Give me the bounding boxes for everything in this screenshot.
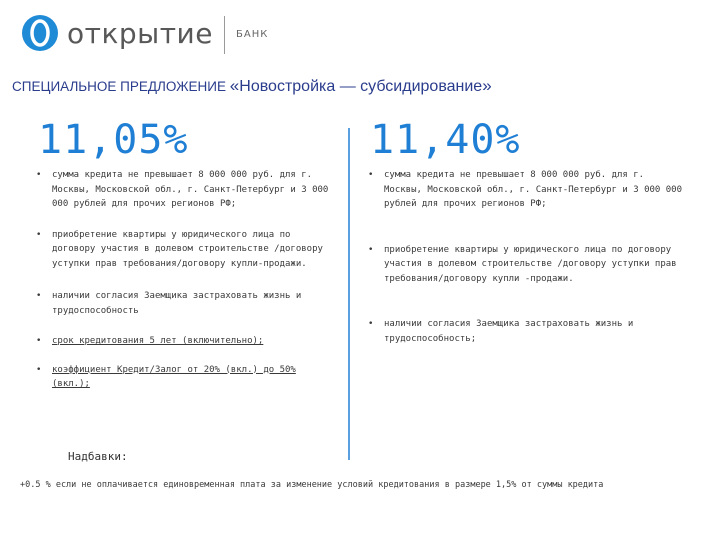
- surcharges-label: Надбавки:: [68, 450, 128, 463]
- list-item: • сумма кредита не превышает 8 000 000 руб. для г. Москвы, Московской обл., г. Санкт-Петербург и 3 000 000 рублей для прочих регионов РФ;: [34, 168, 330, 212]
- list-item: • приобретение квартиры у юридического лица по договору участия в долевом строительстве /договору уступки прав требования/договору купли-продажи.: [34, 228, 330, 272]
- rate-left: 11,05%: [38, 117, 189, 163]
- heading-title: Новостройка — субсидирование: [239, 78, 483, 95]
- list-item: • сумма кредита не превышает 8 000 000 руб. для г. Москвы, Московской обл., г. Санкт-Петербург и 3 000 000 рублей для прочих регионов РФ;: [366, 168, 686, 212]
- list-item: • наличии согласия Заемщика застраховать жизнь и трудоспособность: [34, 289, 330, 318]
- right-conditions: [366, 168, 686, 346]
- heading-quote-open: «: [229, 76, 240, 95]
- surcharge-footnote: +0.5 % если не оплачивается единовременная плата за изменение условий кредитования в размере 1,5% от суммы кредита: [20, 480, 604, 490]
- list-item: • коэффициент Кредит/Залог от 20% (вкл.) до 50% (вкл.);: [34, 363, 330, 392]
- opening-logo-icon: [22, 15, 58, 51]
- heading-quote-close: »: [482, 76, 492, 95]
- rate-right: 11,40%: [370, 117, 521, 163]
- column-divider: [348, 128, 350, 460]
- left-conditions: [34, 168, 330, 392]
- list-item: • приобретение квартиры у юридического лица по договору участия в долевом строительстве /договору уступки прав требования/договору купли -продажи.: [366, 243, 686, 287]
- heading-prefix: СПЕЦИАЛЬНОЕ ПРЕДЛОЖЕНИЕ: [12, 79, 227, 94]
- bank-logo: [22, 15, 213, 51]
- brand-name: открытие: [67, 16, 213, 50]
- brand-sub: БАНК: [236, 29, 269, 40]
- page-heading: [12, 76, 492, 96]
- list-item: • срок кредитования 5 лет (включительно);: [34, 334, 330, 349]
- logo-divider: [224, 16, 225, 54]
- list-item: • наличии согласия Заемщика застраховать жизнь и трудоспособность;: [366, 317, 686, 346]
